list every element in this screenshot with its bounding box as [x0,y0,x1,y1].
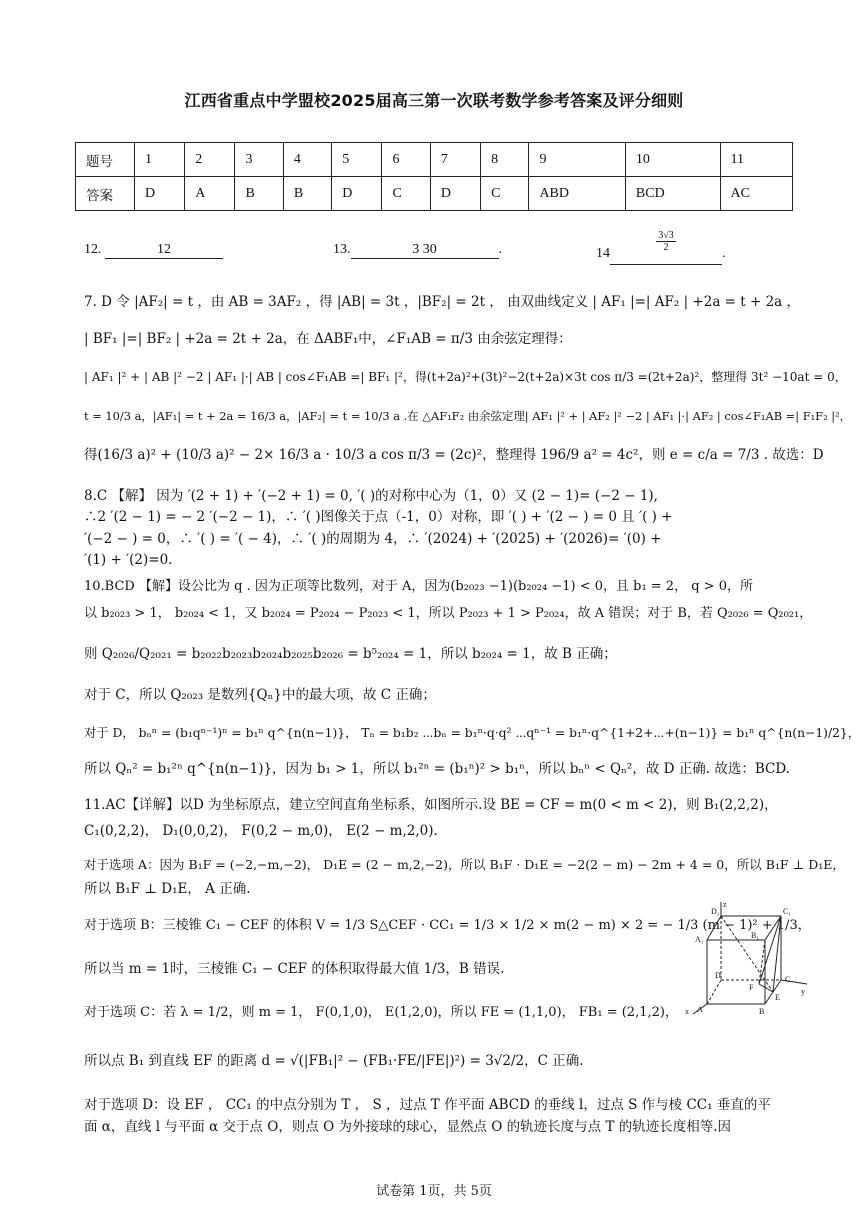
question-label: 13. [333,242,351,257]
figure-label: C [785,975,791,984]
answer-blank: 12 [105,242,223,259]
fill-blank-14 [596,226,726,261]
solution-line: 11.AC【详解】以D 为坐标原点，建立空间直角坐标系，如图所示.设 BE = CF = m(0 < m < 2)，则 B₁(2,2,2)， [84,797,778,813]
table-cell: 1 [135,143,185,177]
question-label: 14 [596,245,610,261]
answer-table [75,142,793,211]
figure-label: F [749,983,754,992]
fraction-denominator: 2 [663,242,669,253]
fill-blank-12 [84,242,223,259]
table-cell: 3 [235,143,283,177]
solution-line: 所以 B₁F ⊥ D₁E， A 正确. [84,881,251,897]
solution-line: 对于选项 B：三棱锥 C₁ − CEF 的体积 V = 1/3 S△CEF · CC₁ = 1/3 × 1/2 × m(2 − m) × 2 = − 1/3 (m − 1)² + 1/3， [84,918,811,933]
solution-line: ′(−2 − ) = 0，∴ ′( ) = ′( − 4)，∴ ′( )的周期为 4，∴ ′(2024) + ′(2025) + ′(2026)= ′(0) + [84,531,662,547]
answer-fraction [656,230,676,253]
table-cell: AC [720,177,792,211]
table-cell: 5 [332,143,382,177]
solution-line: 7. D 令 |AF₂| = t ，由 AB = 3AF₂ ，得 |AB| = 3t ，|BF₂| = 2t ， 由双曲线定义 | AF₁ |=| AF₂ | +2a = t + 2a ， [84,294,801,310]
figure-label: E [775,993,780,1002]
solution-line: 所以 Qₙ² = b₁²ⁿ q^{n(n−1)}，因为 b₁ > 1，所以 b₁²ⁿ = (b₁ⁿ)² > b₁ⁿ，所以 bₙⁿ < Qₙ²，故 D 正确. 故选：BCD. [84,761,790,777]
cube-coordinate-figure [683,900,811,1018]
fill-blank-13 [333,242,502,259]
row-header: 题号 [76,143,135,177]
question-label: 12. [84,242,102,257]
table-cell: 2 [185,143,235,177]
solution-line: C₁(0,2,2)， D₁(0,0,2)， F(0,2 − m,0)， E(2 − m,2,0). [84,823,438,839]
table-cell: D [332,177,382,211]
solution-line: ∴2 ′(2 − 1) = − 2 ′(−2 − 1)，∴ ′( )图像关于点（-1，0）对称，即 ′( ) + ′(2 − ) = 0 且 ′( ) + [84,509,673,525]
solution-line: 对于选项 D：设 EF ， CC₁ 的中点分别为 T ， S ，过点 T 作平面 ABCD 的垂线 l，过点 S 作与棱 CC₁ 垂直的平 [84,1097,771,1113]
table-cell: 4 [283,143,331,177]
table-cell: 10 [625,143,720,177]
solution-line: 10.BCD 【解】设公比为 q . 因为正项等比数列，对于 A，因为(b₂₀₂₃ −1)(b₂₀₂₄ −1) < 0，且 b₁ = 2， q > 0，所 [84,579,753,594]
solution-line: 对于选项 A：因为 B₁F = (−2,−m,−2)， D₁E = (2 − m,2,−2)，所以 B₁F · D₁E = −2(2 − m) − 2m + 4 = 0，所以 B₁F ⊥ D₁E， [84,857,845,872]
solution-line: 所以点 B₁ 到直线 EF 的距离 d = √(|FB₁|² − (FB₁·FE/|FE|)²) = 3√2/2，C 正确. [84,1053,584,1069]
table-cell: 11 [720,143,792,177]
figure-label: C₁ [783,907,792,916]
table-cell: ABD [529,177,625,211]
solution-line: 对于 C，所以 Q₂₀₂₃ 是数列{Qₙ}中的最大项，故 C 正确； [84,687,436,703]
solution-line: 对于选项 C：若 λ = 1/2，则 m = 1， F(0,1,0)， E(1,2,0)，所以 FE = (1,1,0)， FB₁ = (2,1,2)， [84,1005,678,1020]
table-row-numbers [76,143,793,177]
table-cell: 6 [382,143,430,177]
figure-label: z [723,900,727,909]
solution-line: 则 Q₂₀₂₆/Q₂₀₂₁ = b₂₀₂₂b₂₀₂₃b₂₀₂₄b₂₀₂₅b₂₀₂₆ = b⁵₂₀₂₄ = 1，所以 b₂₀₂₄ = 1，故 B 正确； [84,646,617,662]
solution-line: 面 α，直线 l 与平面 α 交于点 O，则点 O 为外接球的球心，显然点 O 的轨迹长度与点 T 的轨迹长度相等.因 [84,1119,732,1135]
solution-line: 8.C 【解】 因为 ′(2 + 1) + ′(−2 + 1) = 0, ′( )的对称中心为（1，0）又 (2 − 1)= (−2 − 1), [84,488,658,504]
figure-label: x [685,1007,689,1016]
page-footer: 试卷第 1页，共 5页 [376,1184,492,1199]
answer-blank: 3 30 [351,242,499,259]
table-cell: C [481,177,529,211]
solution-line: 所以当 m = 1时，三棱锥 C₁ − CEF 的体积取得最大值 1/3，B 错误. [84,961,505,977]
solution-line: 对于 D， bₙⁿ = (b₁qⁿ⁻¹)ⁿ = b₁ⁿ q^{n(n−1)}， Tₙ = b₁b₂ ⋯bₙ = b₁ⁿ·q·q² ⋯qⁿ⁻¹ = b₁ⁿ·q^{1+2+⋯+(n−1)} = b₁ⁿ q^{n(n−1)/2}， [84,726,861,740]
solution-line: ′(1) + ′(2)=0. [84,552,173,568]
page-title: 江西省重点中学盟校2025届高三第一次联考数学参考答案及评分细则 [184,91,684,110]
table-cell: 9 [529,143,625,177]
fraction-numerator: 3√3 [658,230,674,241]
figure-label: D₁ [711,907,720,916]
end-mark: . [498,242,502,257]
figure-label: A₁ [695,935,704,944]
table-cell: D [430,177,480,211]
table-cell: 7 [430,143,480,177]
table-cell: A [185,177,235,211]
figure-label: y [801,987,805,996]
table-cell: BCD [625,177,720,211]
solution-line: | AF₁ |² + | AB |² −2 | AF₁ |·| AB | cos∠F₁AB =| BF₁ |²，得(t+2a)²+(3t)²−2(t+2a)×3t cos π/3 =(2t+2a)²，整理得 3t² −10at = 0， [84,370,847,384]
solution-line: 得(16/3 a)² + (10/3 a)² − 2× 16/3 a · 10/3 a cos π/3 = (2c)²，整理得 196/9 a² = 4c²，则 e = c/a = 7/3 . 故选：D [84,447,824,463]
figure-label: B [759,1007,765,1016]
end-mark: . [722,245,726,261]
solution-line: | BF₁ |=| BF₂ | +2a = 2t + 2a，在 ΔABF₁中，∠F₁AB = π/3 由余弦定理得： [84,331,572,347]
table-cell: B [235,177,283,211]
table-cell: D [135,177,185,211]
table-row-answers [76,177,793,211]
table-cell: B [283,177,331,211]
table-cell: C [382,177,430,211]
row-header: 答案 [76,177,135,211]
answer-blank [610,230,722,265]
table-cell: 8 [481,143,529,177]
figure-label: A [697,1005,703,1014]
figure-label: B₁ [751,931,760,940]
figure-label: D [715,971,721,980]
solution-line: t = 10/3 a，|AF₁| = t + 2a = 16/3 a，|AF₂| = t = 10/3 a .在 △AF₁F₂ 由余弦定理| AF₁ |² + | AF₂ |² −2 | AF₁ |·| AF₂ | cos∠F₁AB =| F₁F₂ |²， [84,409,852,423]
solution-line: 以 b₂₀₂₃ > 1， b₂₀₂₄ < 1，又 b₂₀₂₄ = P₂₀₂₄ − P₂₀₂₃ < 1，所以 P₂₀₂₃ + 1 > P₂₀₂₄，故 A 错误；对于 B，若 Q₂₀₂₆ = Q₂₀₂₁， [84,606,813,621]
